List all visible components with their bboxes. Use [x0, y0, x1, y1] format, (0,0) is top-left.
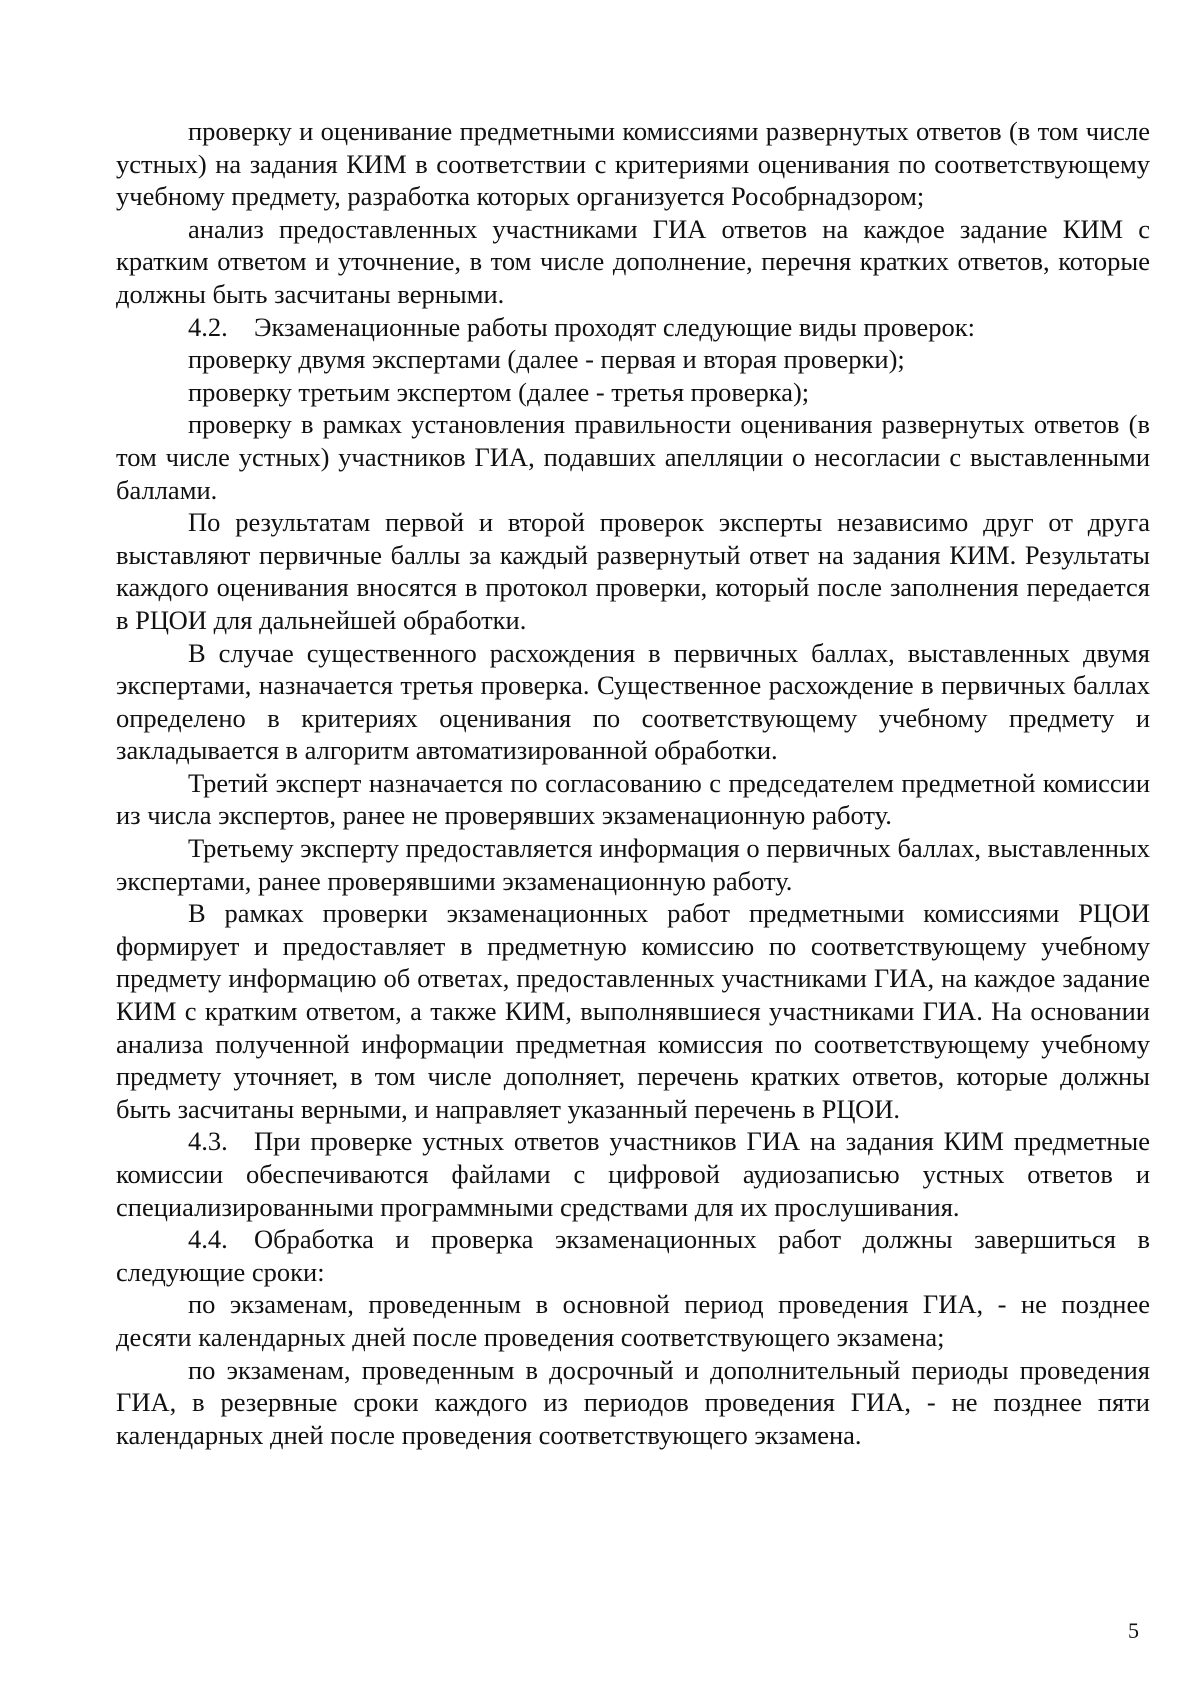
- clause-number: 4.4.: [188, 1224, 228, 1255]
- paragraph: проверку третьим экспертом (далее - третья проверка);: [188, 376, 810, 407]
- paragraph: анализ предоставленных участниками ГИА ответов на каждое задание КИМ с кратким ответом и уточнение, в том числе дополнение, перечня кратких ответов, которые должны быть засчитаны верными.: [116, 213, 1150, 309]
- numbered-paragraph: [116, 311, 1150, 344]
- paragraph: В случае существенного расхождения в первичных баллах, выставленных двумя экспертами, назначается третья проверка. Существенное расхождение в первичных баллах определено в критериях оценивания по соответствующему учебному предмету и закладывается в алгоритм автоматизированной обработки.: [116, 637, 1150, 766]
- paragraph: по экзаменам, проведенным в досрочный и дополнительный периоды проведения ГИА, в резервные сроки каждого из периодов проведения ГИА, - не позднее пяти календарных дней после проведения соответствующего экзамена.: [116, 1354, 1150, 1450]
- document-body: [116, 115, 1150, 1451]
- numbered-paragraph: [116, 1125, 1150, 1223]
- paragraph: проверку и оценивание предметными комиссиями развернутых ответов (в том числе устных) на задания КИМ в соответствии с критериями оценивания по соответствующему учебному предмету, разработка которых организуется Рособрнадзором;: [116, 116, 1150, 212]
- paragraph-text: При проверке устных ответов участников ГИА на задания КИМ предметные комиссии обеспечиваются файлами с цифровой аудиозаписью устных ответов и специализированными программными средствами для их прослушивания.: [116, 1126, 1150, 1222]
- paragraph: по экзаменам, проведенным в основной период проведения ГИА, - не позднее десяти календарных дней после проведения соответствующего экзамена;: [116, 1289, 1150, 1352]
- paragraph: Третий эксперт назначается по согласованию с председателем предметной комиссии из числа экспертов, ранее не проверявших экзаменационную работу.: [116, 767, 1150, 831]
- paragraph-text: Экзаменационные работы проходят следующие виды проверок:: [254, 311, 975, 342]
- numbered-paragraph: [116, 1223, 1150, 1288]
- paragraph: По результатам первой и второй проверок эксперты независимо друг от друга выставляют первичные баллы за каждый развернутый ответ на задания КИМ. Результаты каждого оценивания вносятся в протокол проверки, который после заполнения передается в РЦОИ для дальнейшей обработки.: [116, 507, 1150, 635]
- paragraph-text: Обработка и проверка экзаменационных работ должны завершиться в следующие сроки:: [116, 1224, 1150, 1287]
- paragraph: В рамках проверки экзаменационных работ предметными комиссиями РЦОИ формирует и предоставляет в предметную комиссию по соответствующему учебному предмету информацию об ответах, предоставленных участниками ГИА, на каждое задание КИМ с кратким ответом, а также КИМ, выполнявшиеся участниками ГИА. На основании анализа полученной информации предметная комиссия по соответствующему учебному предмету уточняет, в том числе дополняет, перечень кратких ответов, которые должны быть засчитаны верными, и направляет указанный перечень в РЦОИ.: [116, 898, 1150, 1124]
- paragraph: проверку двумя экспертами (далее - первая и вторая проверки);: [188, 344, 905, 375]
- page-number: 5: [1128, 1618, 1139, 1643]
- clause-number: 4.3.: [188, 1126, 228, 1157]
- paragraph: проверку в рамках установления правильности оценивания развернутых ответов (в том числе устных) участников ГИА, подавших апелляции о несогласии с выставленными баллами.: [116, 409, 1150, 505]
- clause-number: 4.2.: [188, 311, 228, 342]
- paragraph: Третьему эксперту предоставляется информация о первичных баллах, выставленных экспертами, ранее проверявшими экзаменационную работу.: [116, 833, 1150, 896]
